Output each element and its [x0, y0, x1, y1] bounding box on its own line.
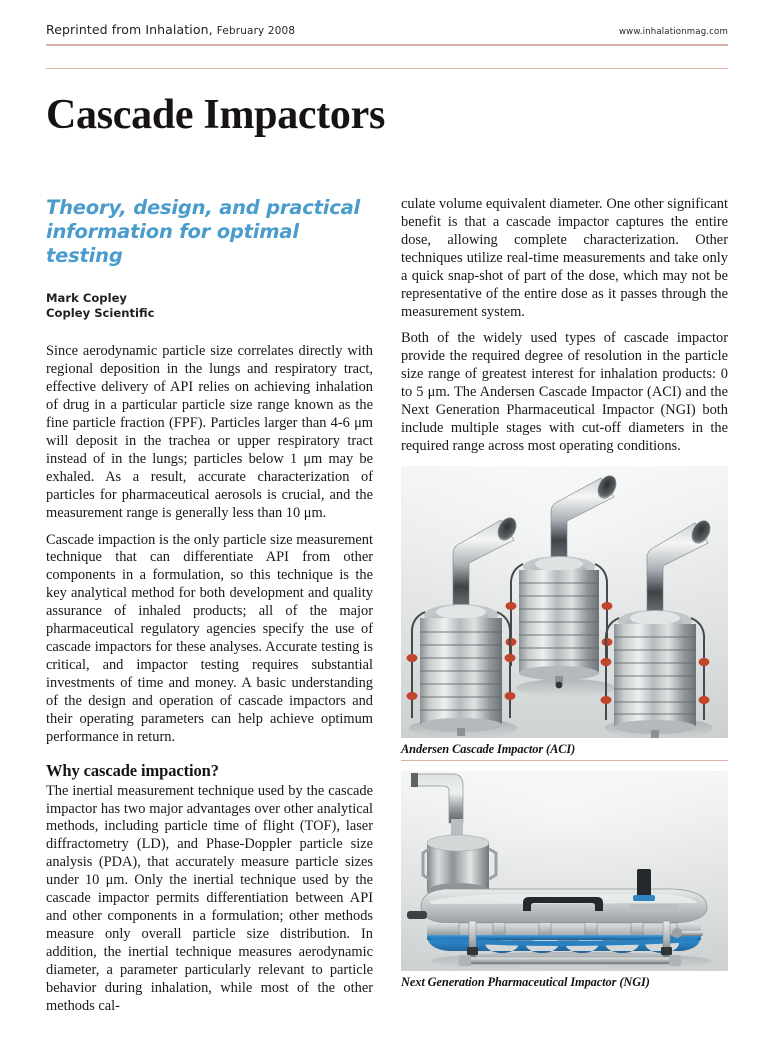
byline [46, 291, 373, 322]
website-url: www.inhalationmag.com [618, 27, 728, 37]
figure-caption: Next Generation Pharmaceutical Impactor (NGI) [401, 975, 650, 990]
section-heading: Why cascade impaction? [46, 760, 219, 780]
impactor-unit-center [506, 473, 620, 689]
article-kicker: Theory, design, and practical information for optimal testing [46, 196, 361, 268]
paragraph: Both of the widely used types of cascade impactor provide the required degree of resolution in the particle size range of greatest interest for inhalation products: 0 to 5 μm. The Andersen Cascade Impactor (ACI) and the Next Generation Pharmaceutical Impactor (NGI) both include multiple stages with cut-off diameters in the required range across most operating conditions. [401, 330, 728, 454]
article-columns [46, 196, 728, 1016]
impactor-unit-right [601, 518, 714, 738]
page-title: Cascade Impactors [46, 92, 386, 139]
impactor-unit-left [407, 515, 520, 736]
paragraph: culate volume equivalent diameter. One other significant benefit is that a cascade impactor captures the entire dose, allowing complete characterization. Other techniques utilize real-time measurements and take only a quick snap-shot of part of the dose, which may not be representative of the entire dose as it passes through the measurement system. [401, 196, 728, 320]
title-divider [46, 68, 728, 70]
reprint-date: February 2008 [216, 25, 296, 37]
caption-divider [401, 760, 728, 762]
figure-aci [401, 466, 728, 762]
reprint-prefix: Reprinted from Inhalation, [46, 22, 213, 37]
paragraph: The inertial measurement technique used by the cascade impactor has two major advantages over other analytical methods, including particle time of flight (TOF), laser diffractometry (LD), and Phase-Doppler particle size analysis (PDA), that accurately measure particle sizes under 10 μm. Only the inertial technique used by the cascade impactor permits differentiation between API and other components in a formulation; other methods measure only overall particle size distribution. In addition, the inertial technique measures aerodynamic diameter, a parameter particularly relevant to particle behavior during inhalation, while most of the other methods cal- [46, 782, 373, 1014]
masthead [46, 0, 728, 37]
figure-caption: Andersen Cascade Impactor (ACI) [401, 741, 576, 756]
author-name: Mark Copley [46, 290, 127, 305]
author-affiliation: Copley Scientific [46, 305, 155, 320]
masthead-divider [46, 44, 728, 46]
left-column [46, 196, 373, 1016]
paragraph: Since aerodynamic particle size correlates directly with regional deposition in the lungs and respiratory tract, effective delivery of API relies on achieving inhalation of drug in a particular particle size range known as the fine particle fraction (FPF). Particles larger than 4-6 μm will deposit in the trachea or upper respiratory tract instead of in the lungs; particles below 1 μm may be exhaled. As a result, accurate characterization of particles for pharmaceutical aerosols is crucial, and the measurement range is generally less than 10 μm. [46, 343, 373, 521]
aci-photo [401, 466, 728, 738]
ngi-illustration [401, 771, 728, 971]
ngi-photo [401, 771, 728, 971]
reprint-line [46, 22, 295, 37]
paragraph: Cascade impaction is the only particle size measurement technique that can differentiate API from other components in a formulation, so this technique is the key analytical method for both development and quality assurance of inhaled products; all of the major pharmaceutical regulatory agencies specify the use of cascade impactors for these analyses. Accurate testing is critical, and impactor testing requires substantial investments of time and money. A basic understanding of the design and operation of cascade impactors and their operating parameters can help achieve optimum performance in return. [46, 531, 373, 745]
figure-ngi [401, 771, 728, 993]
aci-illustration [401, 466, 728, 738]
right-column [401, 196, 728, 1016]
